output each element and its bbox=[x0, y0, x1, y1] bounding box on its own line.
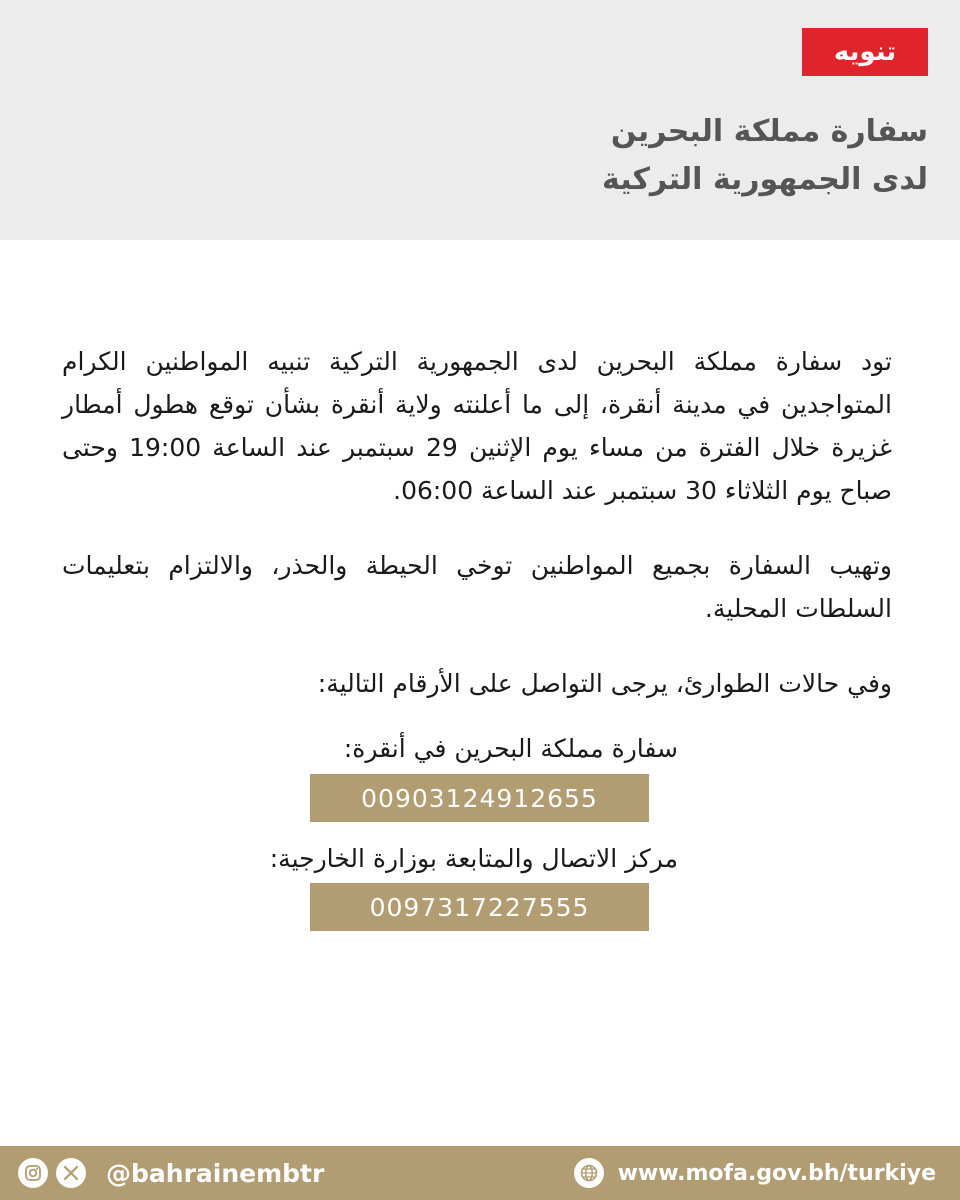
footer-bar bbox=[0, 1146, 960, 1200]
social-handle[interactable]: @bahrainembtr bbox=[106, 1158, 325, 1188]
embassy-title bbox=[368, 108, 928, 204]
announcement-paragraph-1: تود سفارة مملكة البحرين لدى الجمهورية التركية تنبيه المواطنين الكرام المتواجدين في مدينة أنقرة، إلى ما أعلنته ولاية أنقرة بشأن توقع هطول أمطار غزيرة خلال الفترة من مساء يوم الإثنين 29 سبتمبر عند الساعة 19:00 وحتى صباح يوم الثلاثاء 30 سبتمبر عند الساعة 06:00. bbox=[62, 347, 892, 505]
phone-ministry[interactable]: 0097317227555 bbox=[310, 883, 649, 931]
announcement-paragraph-3: وفي حالات الطوارئ، يرجى التواصل على الأرقام التالية: bbox=[317, 669, 892, 698]
contact-label-embassy: سفارة مملكة البحرين في أنقرة: bbox=[343, 734, 678, 763]
globe-icon bbox=[574, 1158, 604, 1188]
notice-badge: تنويه bbox=[802, 28, 928, 76]
website-link[interactable]: www.mofa.gov.bh/turkiye bbox=[617, 1160, 936, 1186]
announcement-body bbox=[62, 340, 892, 705]
social-links bbox=[18, 1158, 324, 1188]
header-panel bbox=[0, 0, 960, 240]
instagram-icon[interactable] bbox=[18, 1158, 48, 1188]
embassy-title-line2: لدى الجمهورية التركية bbox=[602, 162, 928, 197]
x-icon[interactable] bbox=[56, 1158, 86, 1188]
phone-embassy[interactable]: 00903124912655 bbox=[310, 774, 649, 822]
announcement-paragraph-2: وتهيب السفارة بجميع المواطنين توخي الحيطة والحذر، والالتزام بتعليمات السلطات المحلية. bbox=[62, 551, 892, 623]
contact-label-ministry: مركز الاتصال والمتابعة بوزارة الخارجية: bbox=[269, 844, 678, 873]
website-link-group bbox=[574, 1158, 936, 1188]
embassy-title-line1: سفارة مملكة البحرين bbox=[610, 114, 928, 149]
